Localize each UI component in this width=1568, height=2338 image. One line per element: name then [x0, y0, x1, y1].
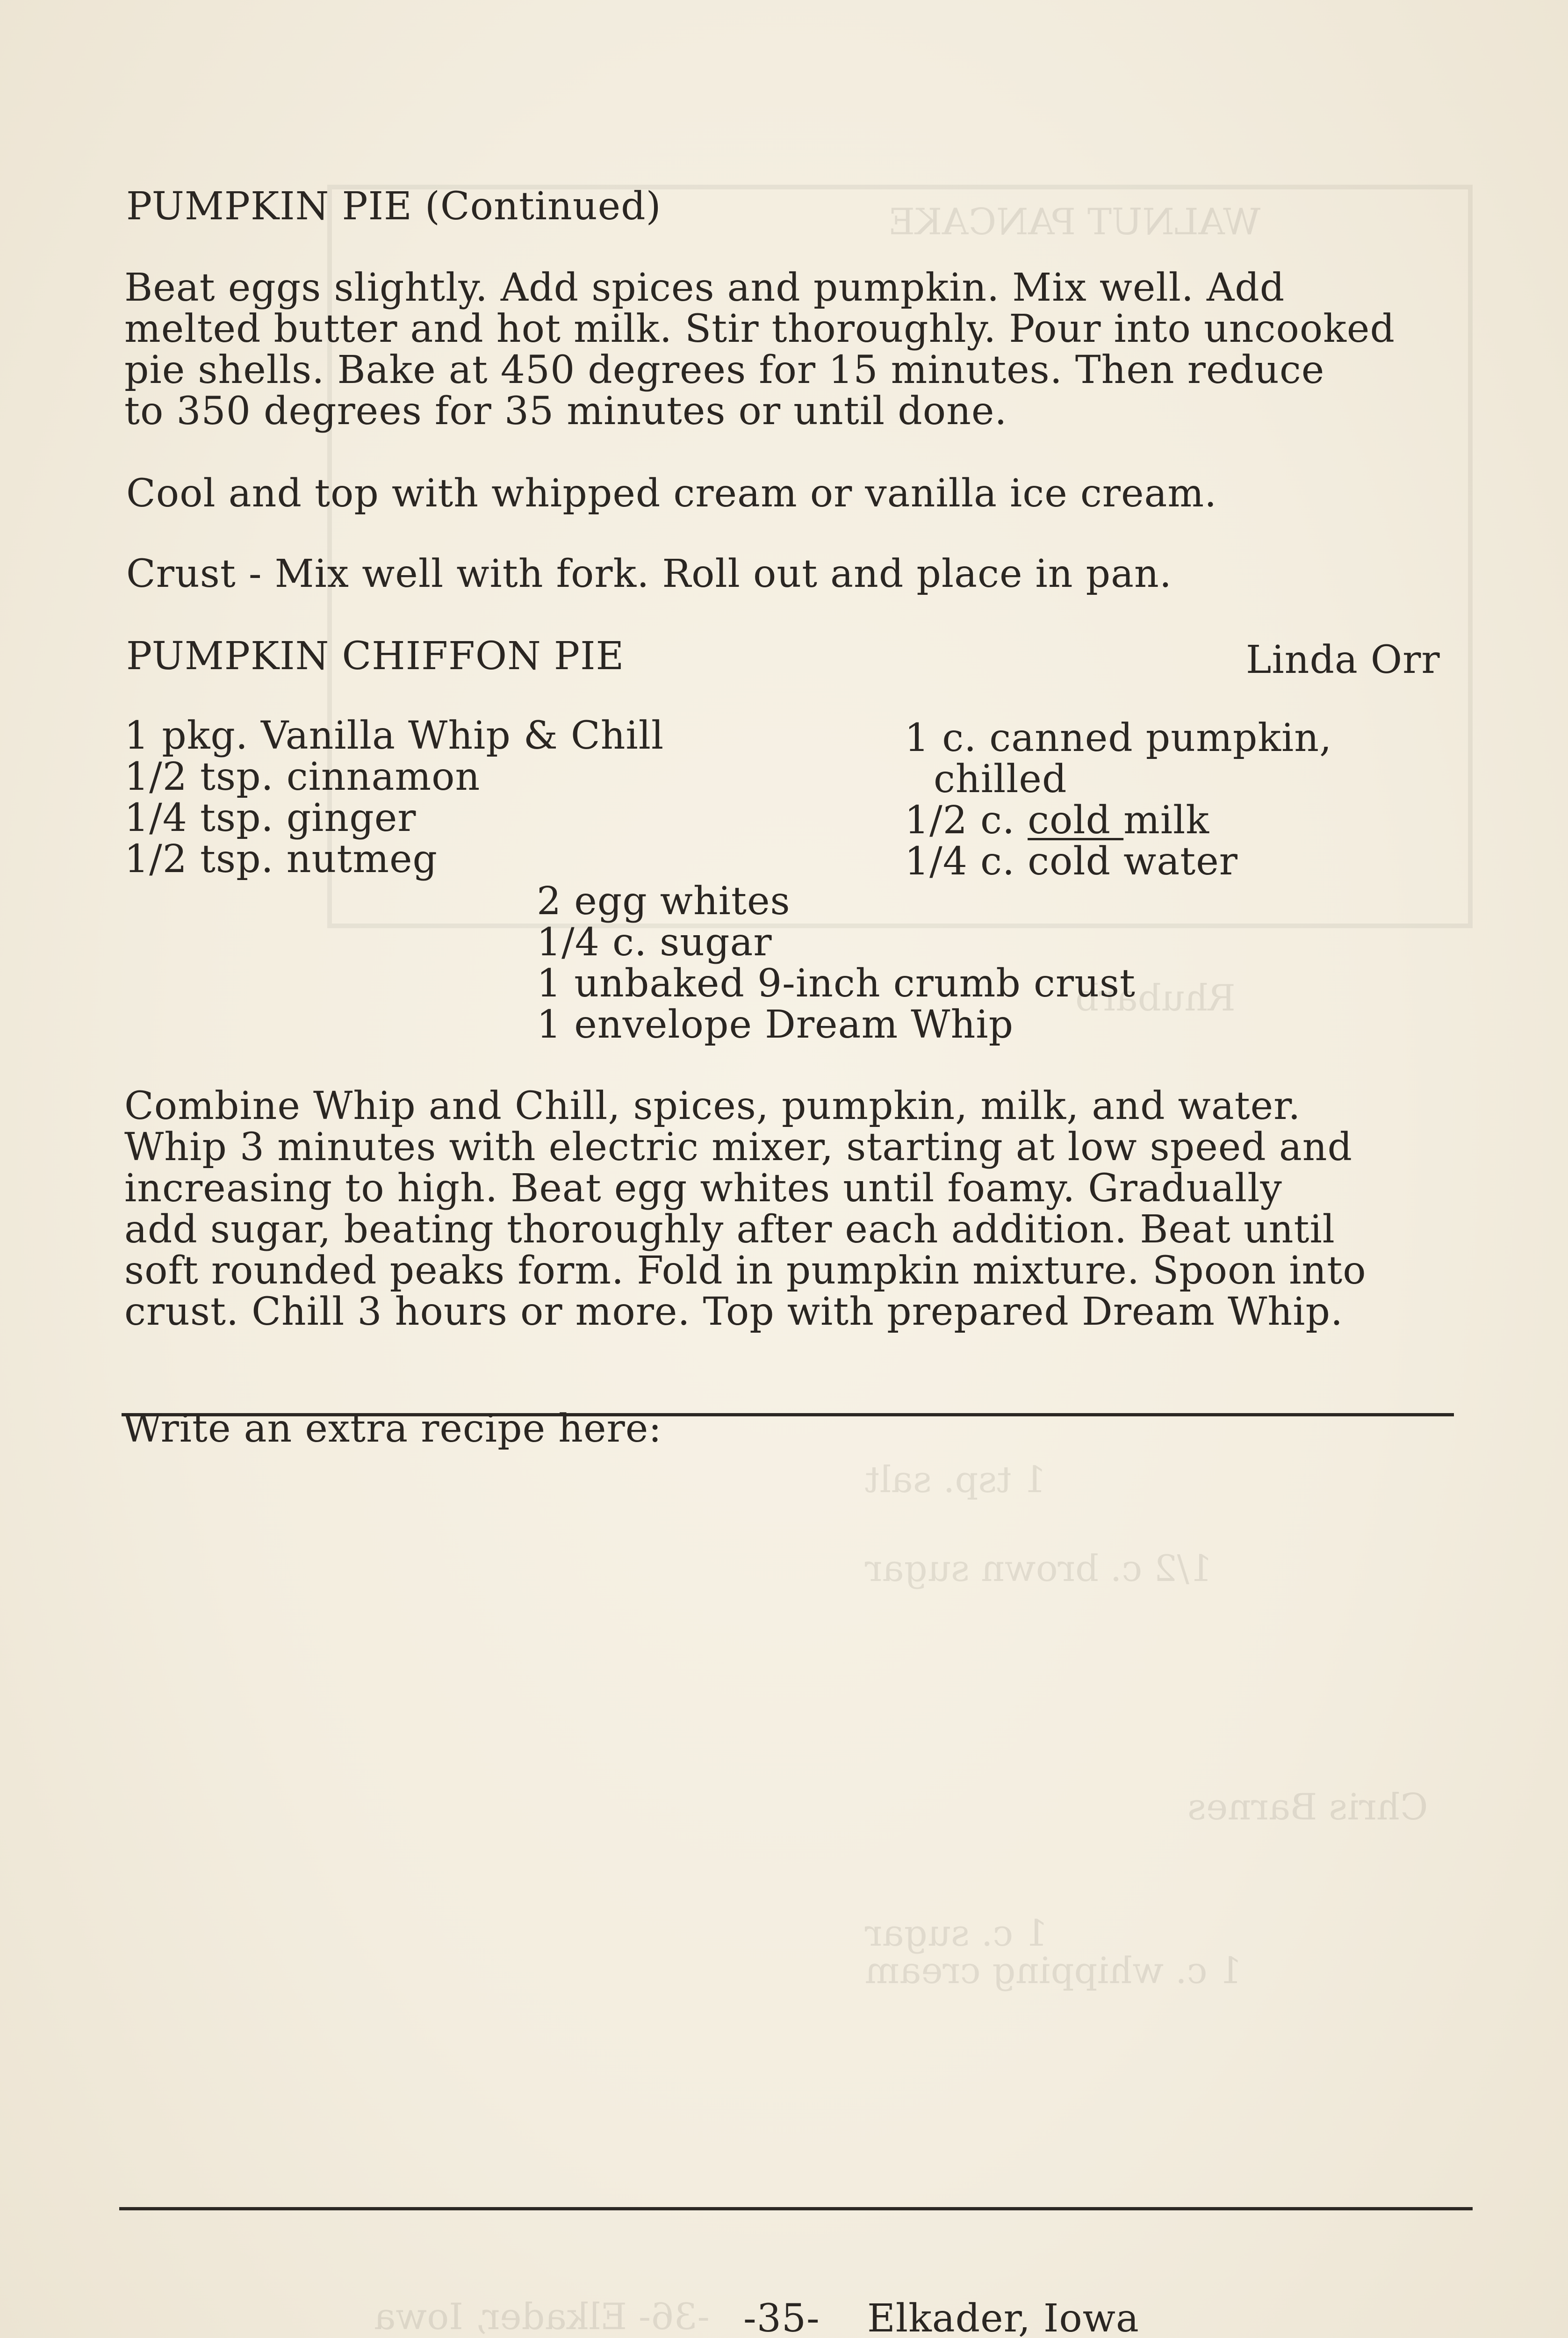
- underlined-word: cold: [1028, 798, 1124, 843]
- show-through-text: 1/2 c. brown sugar: [865, 1548, 1213, 1590]
- crust-note: Crust - Mix well with fork. Roll out and place in pan.: [126, 552, 1172, 596]
- ingredient-measure: 1/2 c.: [905, 798, 1028, 843]
- directions-line: melted butter and hot milk. Stir thoroughly. Pour into uncooked: [124, 307, 1395, 351]
- ingredient-item: chilled: [934, 757, 1067, 801]
- directions-line: soft rounded peaks form. Fold in pumpkin mixture. Spoon into: [124, 1248, 1367, 1293]
- ingredient-item: 1/2 tsp. cinnamon: [124, 755, 481, 799]
- directions-line: to 350 degrees for 35 minutes or until done.: [124, 389, 1007, 433]
- extra-recipe-label: Write an extra recipe here:: [122, 1407, 662, 1451]
- ingredient-item: 2 egg whites: [537, 879, 791, 924]
- show-through-text: Rhubarb: [1075, 977, 1236, 1019]
- recipe-directions: [124, 1086, 1508, 1333]
- show-through-text: -36- Elkader, Iowa: [374, 2296, 710, 2338]
- ingredient-item: 1/2 tsp. nutmeg: [124, 837, 438, 881]
- show-through-text: Chris Barnes: [1187, 1786, 1428, 1828]
- ingredients-center-column: [537, 881, 1191, 1046]
- recipe-directions: [124, 267, 1508, 432]
- ingredient-item: 1/4 c. sugar: [537, 920, 772, 965]
- ingredients-left-column: [124, 715, 826, 880]
- directions-line: add sugar, beating thoroughly after each addition. Beat until: [124, 1207, 1335, 1252]
- directions-line: crust. Chill 3 hours or more. Top with prepared Dream Whip.: [124, 1290, 1344, 1334]
- directions-line: Whip 3 minutes with electric mixer, starting at low speed and: [124, 1125, 1353, 1169]
- show-through-text: WALNUT PANCAKE: [888, 201, 1261, 243]
- show-through-text: 1 tsp. salt: [865, 1459, 1047, 1501]
- recipe-title: PUMPKIN CHIFFON PIE: [126, 634, 625, 678]
- ingredient-name: milk: [1123, 798, 1210, 843]
- serving-note: Cool and top with whipped cream or vanilla ice cream.: [126, 471, 1217, 516]
- recipe-author: Linda Orr: [1246, 638, 1440, 682]
- directions-line: Combine Whip and Chill, spices, pumpkin, milk, and water.: [124, 1084, 1301, 1128]
- ingredient-item: 1 envelope Dream Whip: [537, 1003, 1014, 1047]
- directions-line: increasing to high. Beat egg whites until foamy. Gradually: [124, 1166, 1282, 1211]
- directions-line: pie shells. Bake at 450 degrees for 15 minutes. Then reduce: [124, 348, 1325, 392]
- ingredient-item: 1/4 tsp. ginger: [124, 796, 417, 840]
- ingredients-right-column: [905, 718, 1512, 882]
- ingredient-item: [905, 800, 1512, 841]
- show-through-text: 1 c. whipping cream: [865, 1950, 1243, 1992]
- ingredient-item: 1/4 c. cold water: [905, 839, 1238, 884]
- footer-location: Elkader, Iowa: [867, 2296, 1139, 2338]
- divider-line: [119, 2207, 1473, 2210]
- ingredient-item: 1 pkg. Vanilla Whip & Chill: [124, 714, 664, 758]
- directions-line: Beat eggs slightly. Add spices and pumpkin. Mix well. Add: [124, 266, 1285, 310]
- ingredient-item: 1 unbaked 9-inch crumb crust: [537, 961, 1136, 1006]
- show-through-text: 1 c. sugar: [865, 1912, 1048, 1955]
- page-number: -35-: [743, 2296, 820, 2338]
- ingredient-item: 1 c. canned pumpkin,: [905, 716, 1332, 760]
- recipe-title: PUMPKIN PIE (Continued): [126, 184, 662, 229]
